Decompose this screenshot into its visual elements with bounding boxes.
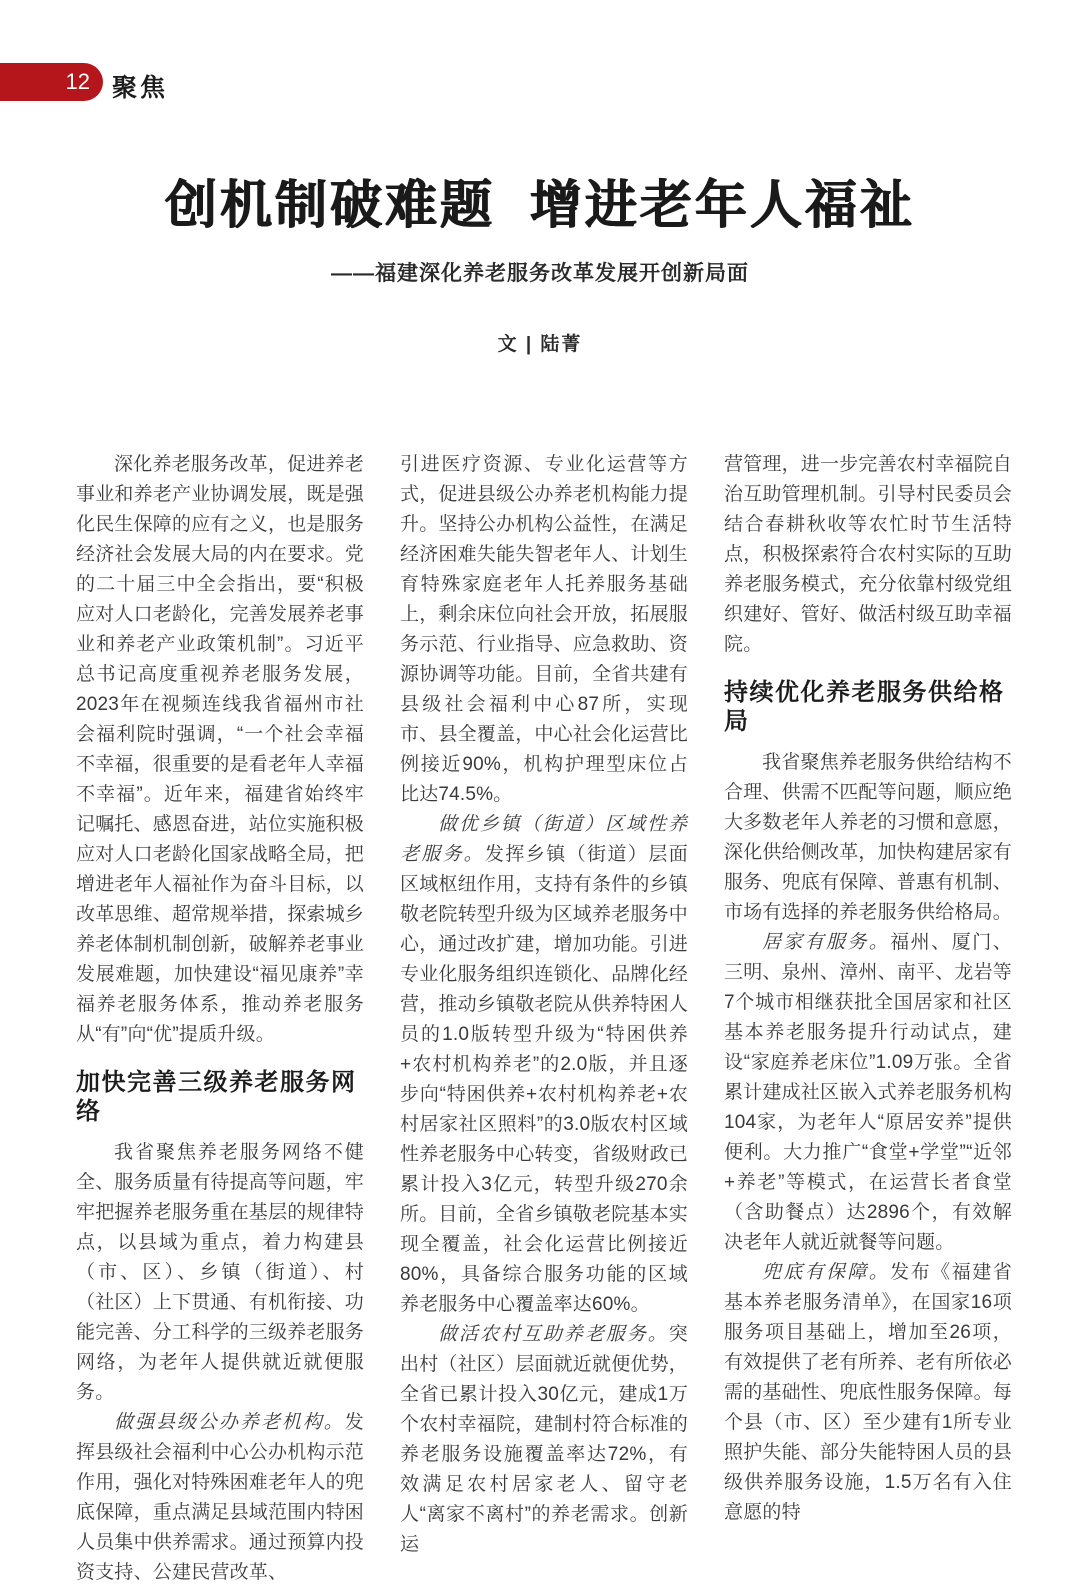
page-number: 12: [65, 69, 90, 94]
paragraph-lead: 做优乡镇（街道）区域性养老服务。: [400, 814, 688, 865]
paragraph: 我省聚焦养老服务供给结构不合理、供需不匹配等问题，顺应绝大多数老年人养老的习惯和意愿，深化供给侧改革，加快构建居家有服务、兜底有保障、普惠有机制、市场有选择的养老服务供给格局。: [724, 751, 1013, 923]
paragraph-text: 发布《福建省基本养老服务清单》，在国家16项服务项目基础上，增加至26项，有效提供了老有所养、老有所依必需的基础性、兜底性服务保障。每个县（市、区）至少建有1所专业照护失能、部分失能特困人员的县级供养服务设施，1.5万名有入住意愿的特: [724, 1261, 1013, 1523]
paragraph: [400, 810, 688, 1320]
section-heading-supply: 持续优化养老服务供给格局: [724, 679, 1005, 735]
paragraph: [724, 928, 1012, 1258]
paragraph-text: 发挥县级社会福利中心公办机构示范作用，强化对特殊困难老年人的兜底保障，重点满足县域范围内特困人员集中供养需求。通过预算内投资支持、公建民营改革、: [76, 1411, 365, 1583]
column-1: [76, 450, 364, 1588]
paragraph-lead: 居家有服务。: [762, 931, 891, 953]
paragraph: [76, 1408, 364, 1588]
paragraph-text: 突出村（社区）层面就近就便优势，全省已累计投入30亿元，建成1万个农村幸福院，建制村符合标准的养老服务设施覆盖率达72%，有效满足农村居家老人、留守老人“离家不离村”的养老需求。创新运: [400, 1324, 689, 1555]
paragraph: [724, 1258, 1012, 1528]
paragraph: 我省聚焦养老服务网络不健全、服务质量有待提高等问题，牢牢把握养老服务重在基层的规律特点，以县域为重点，着力构建县（市、区）、乡镇（街道）、村（社区）上下贯通、有机衔接、功能完善、分工科学的三级养老服务网络，为老年人提供就近就便服务。: [76, 1141, 365, 1403]
paragraph-text: 发挥乡镇（街道）层面区域枢纽作用，支持有条件的乡镇敬老院转型升级为区域养老服务中心，通过改扩建，增加功能。引进专业化服务组织连锁化、品牌化经营，推动乡镇敬老院从供养特困人员的1.0版转型升级为“特困供养+农村机构养老”的2.0版，并且逐步向“特困供养+农村机构养老+农村居家社区照料”的3.0版农村区域性养老服务中心转变，省级财政已累计投入3亿元，转型升级270余所。目前，全省乡镇敬老院基本实现全覆盖，社会化运营比例接近80%，具备综合服务功能的区域养老服务中心覆盖率达60%。: [400, 844, 689, 1315]
title-block: [0, 178, 1080, 356]
paragraph: 营管理，进一步完善农村幸福院自治互助管理机制。引导村民委员会结合春耕秋收等农忙时节生活特点，积极探索符合农村实际的互助养老服务模式，充分依靠村级党组织建好、管好、做活村级互助幸福院。: [724, 454, 1013, 655]
paragraph: 深化养老服务改革，促进养老事业和养老产业协调发展，既是强化民生保障的应有之义，也是服务经济社会发展大局的内在要求。党的二十届三中全会指出，要“积极应对人口老龄化，完善发展养老事业和养老产业政策机制”。习近平总书记高度重视养老服务发展，2023年在视频连线我省福州市社会福利院时强调，“一个社会幸福不幸福，很重要的是看老年人幸福不幸福”。近年来，福建省始终牢记嘱托、感恩奋进，站位实施积极应对人口老龄化国家战略全局，把增进老年人福祉作为奋斗目标，以改革思维、超常规举措，探索城乡养老体制机制创新，破解养老事业发展难题，加快建设“福见康养”幸福养老服务体系，推动养老服务从“有”向“优”提质升级。: [76, 454, 365, 1045]
article-subtitle: ——福建深化养老服务改革发展开创新局面: [331, 262, 749, 286]
paragraph-lead: 做活农村互助养老服务。: [438, 1324, 669, 1345]
paragraph: 引进医疗资源、专业化运营等方式，促进县级公办养老机构能力提升。坚持公办机构公益性，在满足经济困难失能失智老年人、计划生育特殊家庭老年人托养服务基础上，剩余床位向社会开放，拓展服务示范、行业指导、应急救助、资源协调等功能。目前，全省共建有县级社会福利中心87所，实现市、县全覆盖，中心社会化运营比例接近90%，机构护理型床位占比达74.5%。: [400, 454, 689, 805]
article-byline: 文 | 陆菁: [497, 334, 583, 356]
section-heading-network: 加快完善三级养老服务网络: [76, 1069, 357, 1125]
section-label: 聚焦: [112, 74, 169, 102]
paragraph-text: 福州、厦门、三明、泉州、漳州、南平、龙岩等7个城市相继获批全国居家和社区基本养老服务提升行动试点，建设“家庭养老床位”1.09万张。全省累计建成社区嵌入式养老服务机构104家，为老年人“原居安养”提供便利。大力推广“食堂+学堂”“近邻+养老”等模式，在运营长者食堂（含助餐点）达2896个，有效解决老年人就近就餐等问题。: [724, 931, 1013, 1253]
page-number-tab: [0, 63, 103, 101]
paragraph-lead: 做强县级公办养老机构。: [114, 1411, 345, 1433]
article-body: [76, 450, 1012, 1588]
column-2: [400, 450, 688, 1588]
column-3: [724, 450, 1012, 1588]
paragraph: [400, 1320, 688, 1560]
article-title: 创机制破难题 增进老年人福祉: [165, 177, 915, 235]
paragraph-lead: 兜底有保障。: [762, 1261, 891, 1283]
